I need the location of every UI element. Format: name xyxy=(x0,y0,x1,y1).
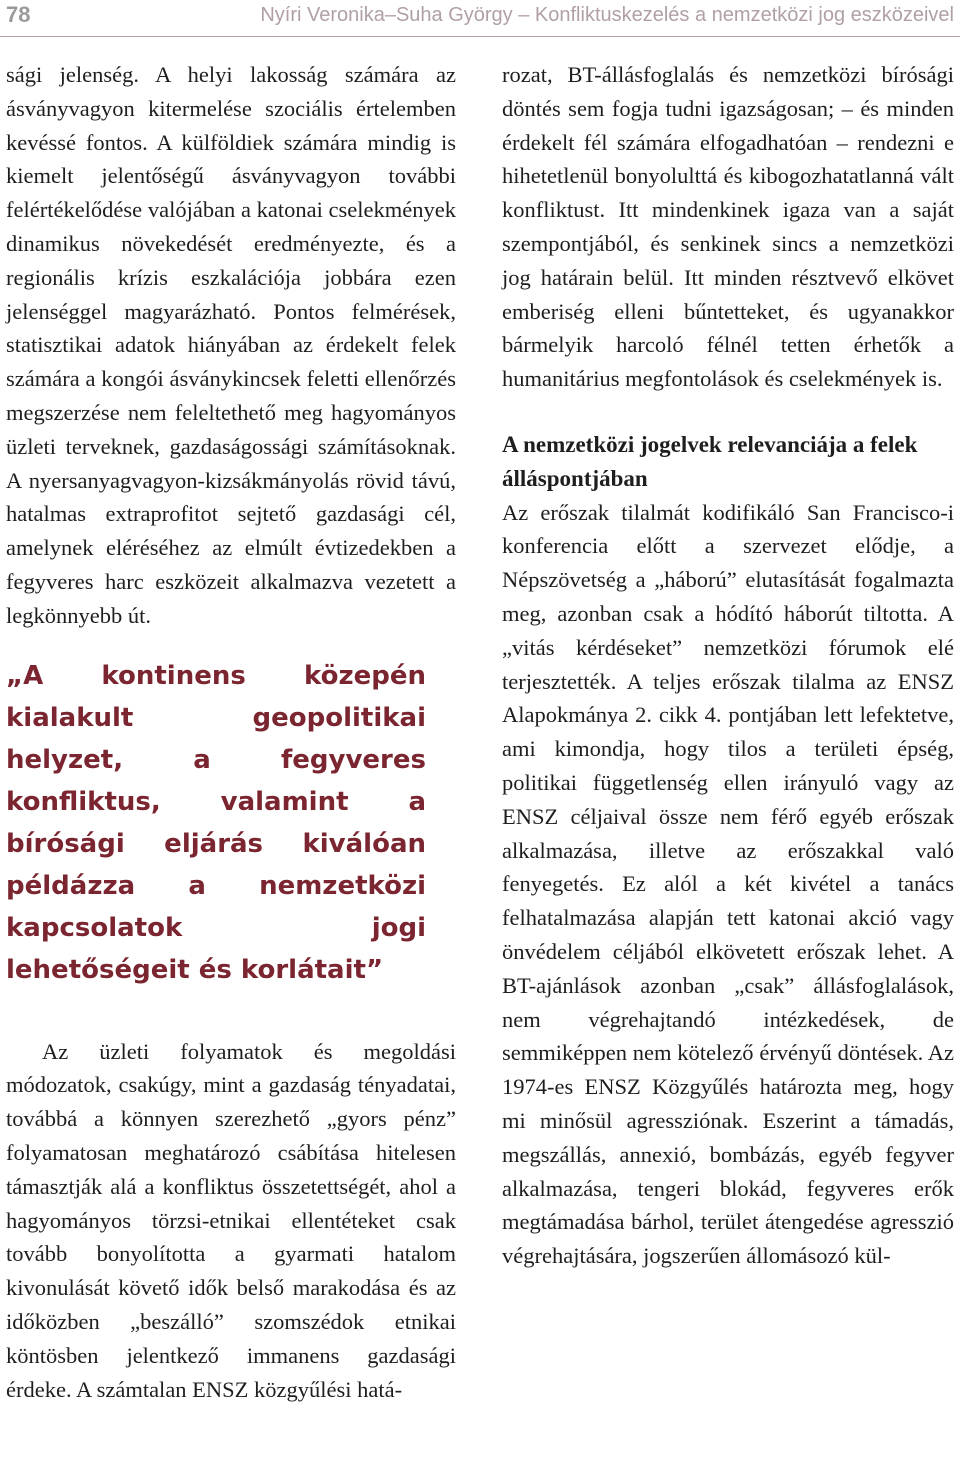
right-column xyxy=(502,58,954,1273)
left-paragraph-1: sági jelenség. A helyi lakosság számára az ásványvagyon kitermelése szociális értelemben kevéssé fontos. A külföldiek számára mindig is kiemelt jelentőségű ásványvagyon további felértékelődése valójában a katonai cselekmények dinamikus növekedését eredményezte, és a regionális krízis eszkalációja jobbára ezen jelenséggel magyarázható. Pontos felmérések, statisztikai adatok hiányában az érdekelt felek számára a kongói ásványkincsek feletti ellenőrzés megszerzése nem feleltethető meg hagyományos üzleti terveknek, gazdaságossági számításoknak. A nyersanyagvagyon-kizsákmányolás rövid távú, hatalmas extraprofitot sejtető gazdasági cél, amelynek eléréséhez az elmúlt évtizedekben a fegyveres harc eszközeit alkalmazva vezetett a legkönnyebb út. xyxy=(6,62,456,628)
running-header xyxy=(0,0,960,37)
running-title: Nyíri Veronika–Suha György – Konfliktuskezelés a nemzetközi jog eszközeivel xyxy=(260,4,954,26)
left-paragraph-2: Az üzleti folyamatok és megoldási módozatok, csakúgy, mint a gazdaság tényadatai, továbbá a könnyen szerezhető „gyors pénz” folyamatosan meghatározó csábítása hitelesen támasztják alá a konfliktus összetettségét, ahol a hagyományos törzsi-etnikai ellentéteket csak tovább bonyolította a gyarmati hatalom kivonulását követő idők belső marakodása és az időközben „beszálló” szomszédok etnikai köntösben jelentkező immanens gazdasági érdeke. A számtalan ENSZ közgyűlési hatá- xyxy=(6,1038,456,1402)
page-number: 78 xyxy=(6,2,31,27)
right-paragraph-2: Az erőszak tilalmát kodifikáló San Francisco-i konferencia előtt a szervezet elődje, a Népszövetség a „háború” elutasítását fogalmazta meg, azonban csak a hódító háborút tiltotta. A „vitás kérdéseket” nemzetközi fórumok elé terjesztették. A teljes erőszak tilalma az ENSZ Alapokmánya 2. cikk 4. pontjában lett lefektetve, ami kimondja, hogy tilos a területi épség, politikai függetlenség ellen irányuló vagy az ENSZ céljaival össze nem férő egyéb erőszak alkalmazása, illetve az erőszakkal való fenyegetés. Ez alól a két kivétel a tanács felhatalmazása alapján tett katonai akció vagy önvédelem céljából elkövetett erőszak lehet. A BT-ajánlások azonban „csak” állásfoglalások, nem végrehajtandó intézkedések, de semmiképpen nem kötelező érvényű döntések. Az 1974-es ENSZ Közgyűlés határozta meg, hogy mi minősül agressziónak. Eszerint a támadás, megszállás, annexió, bombázás, egyéb fegyver alkalmazása, tengeri blokád, fegyveres erők megtámadása bárhol, terület átengedése agresszió végrehajtására, jogszerűen állomásozó kül- xyxy=(502,499,954,1269)
left-column xyxy=(6,58,456,1406)
pull-quote: „A kontinens közepén kialakult geopolitikai helyzet, a fegyveres konfliktus, valamint a bírósági eljárás kiválóan példázza a nemzetközi kapcsolatok jogi lehetőségeit és korlátait” xyxy=(6,660,426,985)
right-paragraph-1: rozat, BT-állásfoglalás és nemzetközi bírósági döntés sem fogja tudni igazságosan; – és minden érdekelt fél számára elfogadhatóan – rendezni e hihetetlenül bonyolulttá és kibogozhatatlanná vált konfliktust. Itt mindenkinek igaza van a saját szempontjából, és senkinek sincs a nemzetközi jog határain belül. Itt minden résztvevő elkövet emberiség elleni bűntetteket, és ugyanakkor bármelyik harcoló félnél tetten érhetők a humanitárius megfontolások és cselekmények is. xyxy=(502,62,954,392)
section-heading: A nemzetközi jogelvek relevanciája a felek álláspontjában xyxy=(502,431,918,491)
